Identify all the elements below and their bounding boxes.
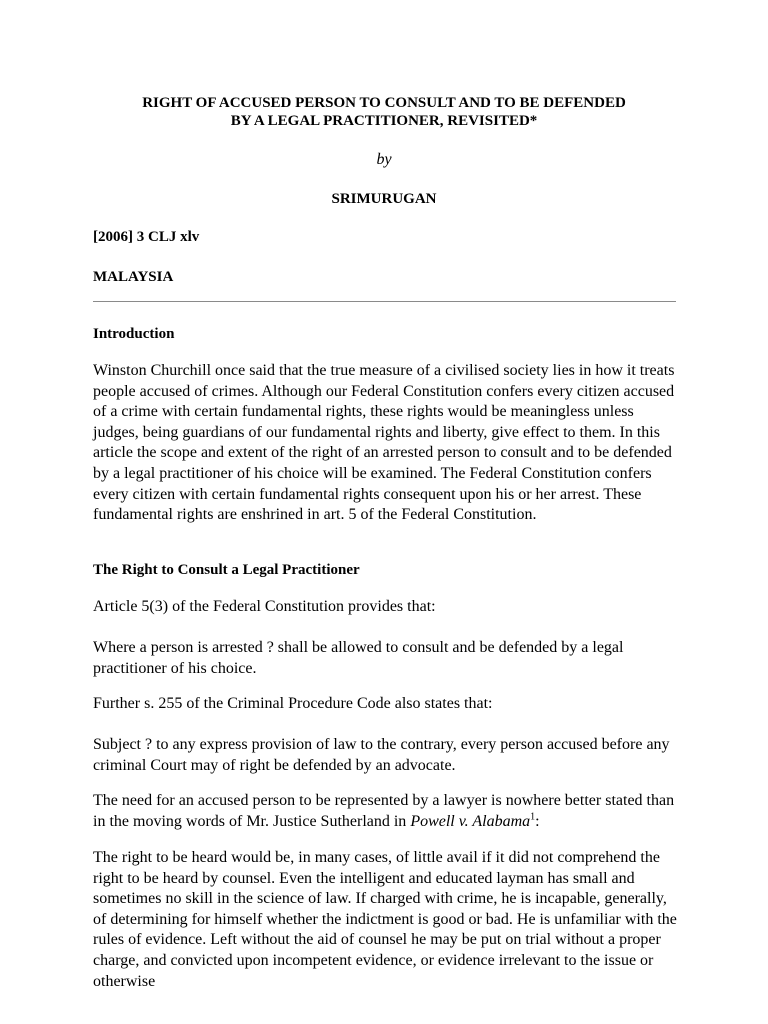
country: MALAYSIA: [93, 269, 174, 285]
horizontal-divider: [93, 301, 676, 302]
author-name: SRIMURUGAN: [331, 191, 437, 207]
powell-quote: The right to be heard would be, in many cases, of little avail if it did not comprehend the right to be heard by counsel. Even the intelligent and educated layman has small and sometimes no skill in the science of law. If charged with crime, he is incapable, generally, of determining for himself whether the indictment is good or bad. He is unfamiliar with the rules of evidence. Left without the aid of counsel he may be put on trial without a proper charge, and convicted upon incompetent evidence, or evidence irrelevant to the issue or otherwise: [93, 849, 677, 990]
article-5-3-intro: Article 5(3) of the Federal Constitution provides that:: [93, 598, 436, 615]
citation: [2006] 3 CLJ xlv: [93, 229, 200, 245]
title-line-2: BY A LEGAL PRACTITIONER, REVISITED*: [230, 113, 538, 129]
footnote-reference[interactable]: 1: [530, 811, 536, 823]
title-line-1: RIGHT OF ACCUSED PERSON TO CONSULT AND TO BE DEFENDED: [142, 95, 626, 111]
introduction-heading: Introduction: [93, 326, 175, 342]
introduction-paragraph: Winston Churchill once said that the true measure of a civilised society lies in how it treats people accused of crimes. Although our Federal Constitution confers every citizen accused of a crime with certain fundamental rights, these rights would be meaningless unless judges, being guardians of our fundamental rights and liberty, give effect to them. In this article the scope and extent of the right of an arrested person to consult and to be defended by a legal practitioner of his choice will be examined. The Federal Constitution confers every citizen with certain fundamental rights consequent upon his or her arrest. These fundamental rights are enshrined in art. 5 of the Federal Constitution.: [93, 362, 675, 524]
need-for-lawyer-paragraph: [93, 791, 683, 832]
need-paragraph-text: The need for an accused person to be represented by a lawyer is nowhere better stated than in the moving words of Mr. Justice Sutherland in: [93, 792, 675, 830]
byline-by: by: [376, 151, 392, 168]
cpc-quote: Subject ? to any express provision of law to the contrary, every person accused before any criminal Court may of right be defended by an advocate.: [93, 736, 670, 774]
article-5-3-quote: Where a person is arrested ? shall be allowed to consult and be defended by a legal practitioner of his choice.: [93, 639, 624, 677]
case-name: Powell v. Alabama: [410, 812, 531, 830]
need-paragraph-end: :: [535, 812, 540, 830]
cpc-intro: Further s. 255 of the Criminal Procedure Code also states that:: [93, 695, 493, 712]
article-title: [90, 94, 678, 130]
right-to-consult-heading: The Right to Consult a Legal Practitioner: [93, 562, 360, 578]
